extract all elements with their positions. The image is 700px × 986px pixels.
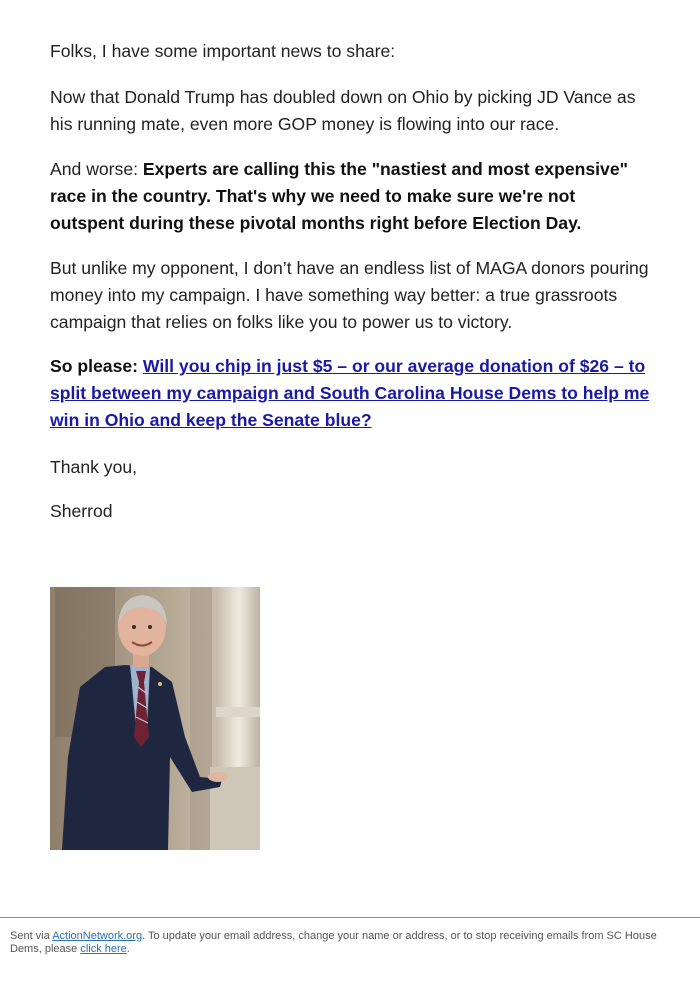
worse-bold-text: Experts are calling this the "nastiest and most expensive" race in the country. That's why we need to make sure we're not outspent during these pivotal months right before Election Day.: [50, 159, 628, 233]
ask-lead: So please:: [50, 356, 143, 376]
unsubscribe-click-here-link[interactable]: click here: [80, 943, 127, 955]
email-footer: [10, 930, 670, 956]
opponent-paragraph: But unlike my opponent, I don’t have an endless list of MAGA donors pouring money into my campaign. I have something way better: a true grassroots campaign that relies on folks like you to power us to victory.: [50, 258, 649, 332]
footer-divider: [0, 917, 700, 918]
worse-paragraph: [50, 156, 650, 237]
footer-middle: . To update your email address, change your name or address, or to stop receiving emails from SC House Dems, please: [10, 930, 657, 955]
donation-ask-paragraph: [50, 353, 650, 434]
news-paragraph: Now that Donald Trump has doubled down on Ohio by picking JD Vance as his running mate, even more GOP money is flowing into our race.: [50, 87, 636, 134]
portrait-illustration: [50, 587, 260, 850]
footer-prefix: Sent via: [10, 930, 53, 942]
closing-line: Thank you,: [50, 457, 138, 477]
signature: Sherrod: [50, 501, 113, 521]
worse-lead: And worse:: [50, 159, 143, 179]
sherrod-portrait-photo: [50, 587, 260, 850]
donate-link[interactable]: Will you chip in just $5 – or our average donation of $26 – to split between my campaign and South Carolina House Dems to help me win in Ohio and keep the Senate blue?: [50, 356, 650, 430]
greeting-paragraph: Folks, I have some important news to share:: [50, 41, 396, 61]
footer-suffix: .: [126, 943, 130, 955]
actionnetwork-link[interactable]: ActionNetwork.org: [52, 930, 143, 942]
